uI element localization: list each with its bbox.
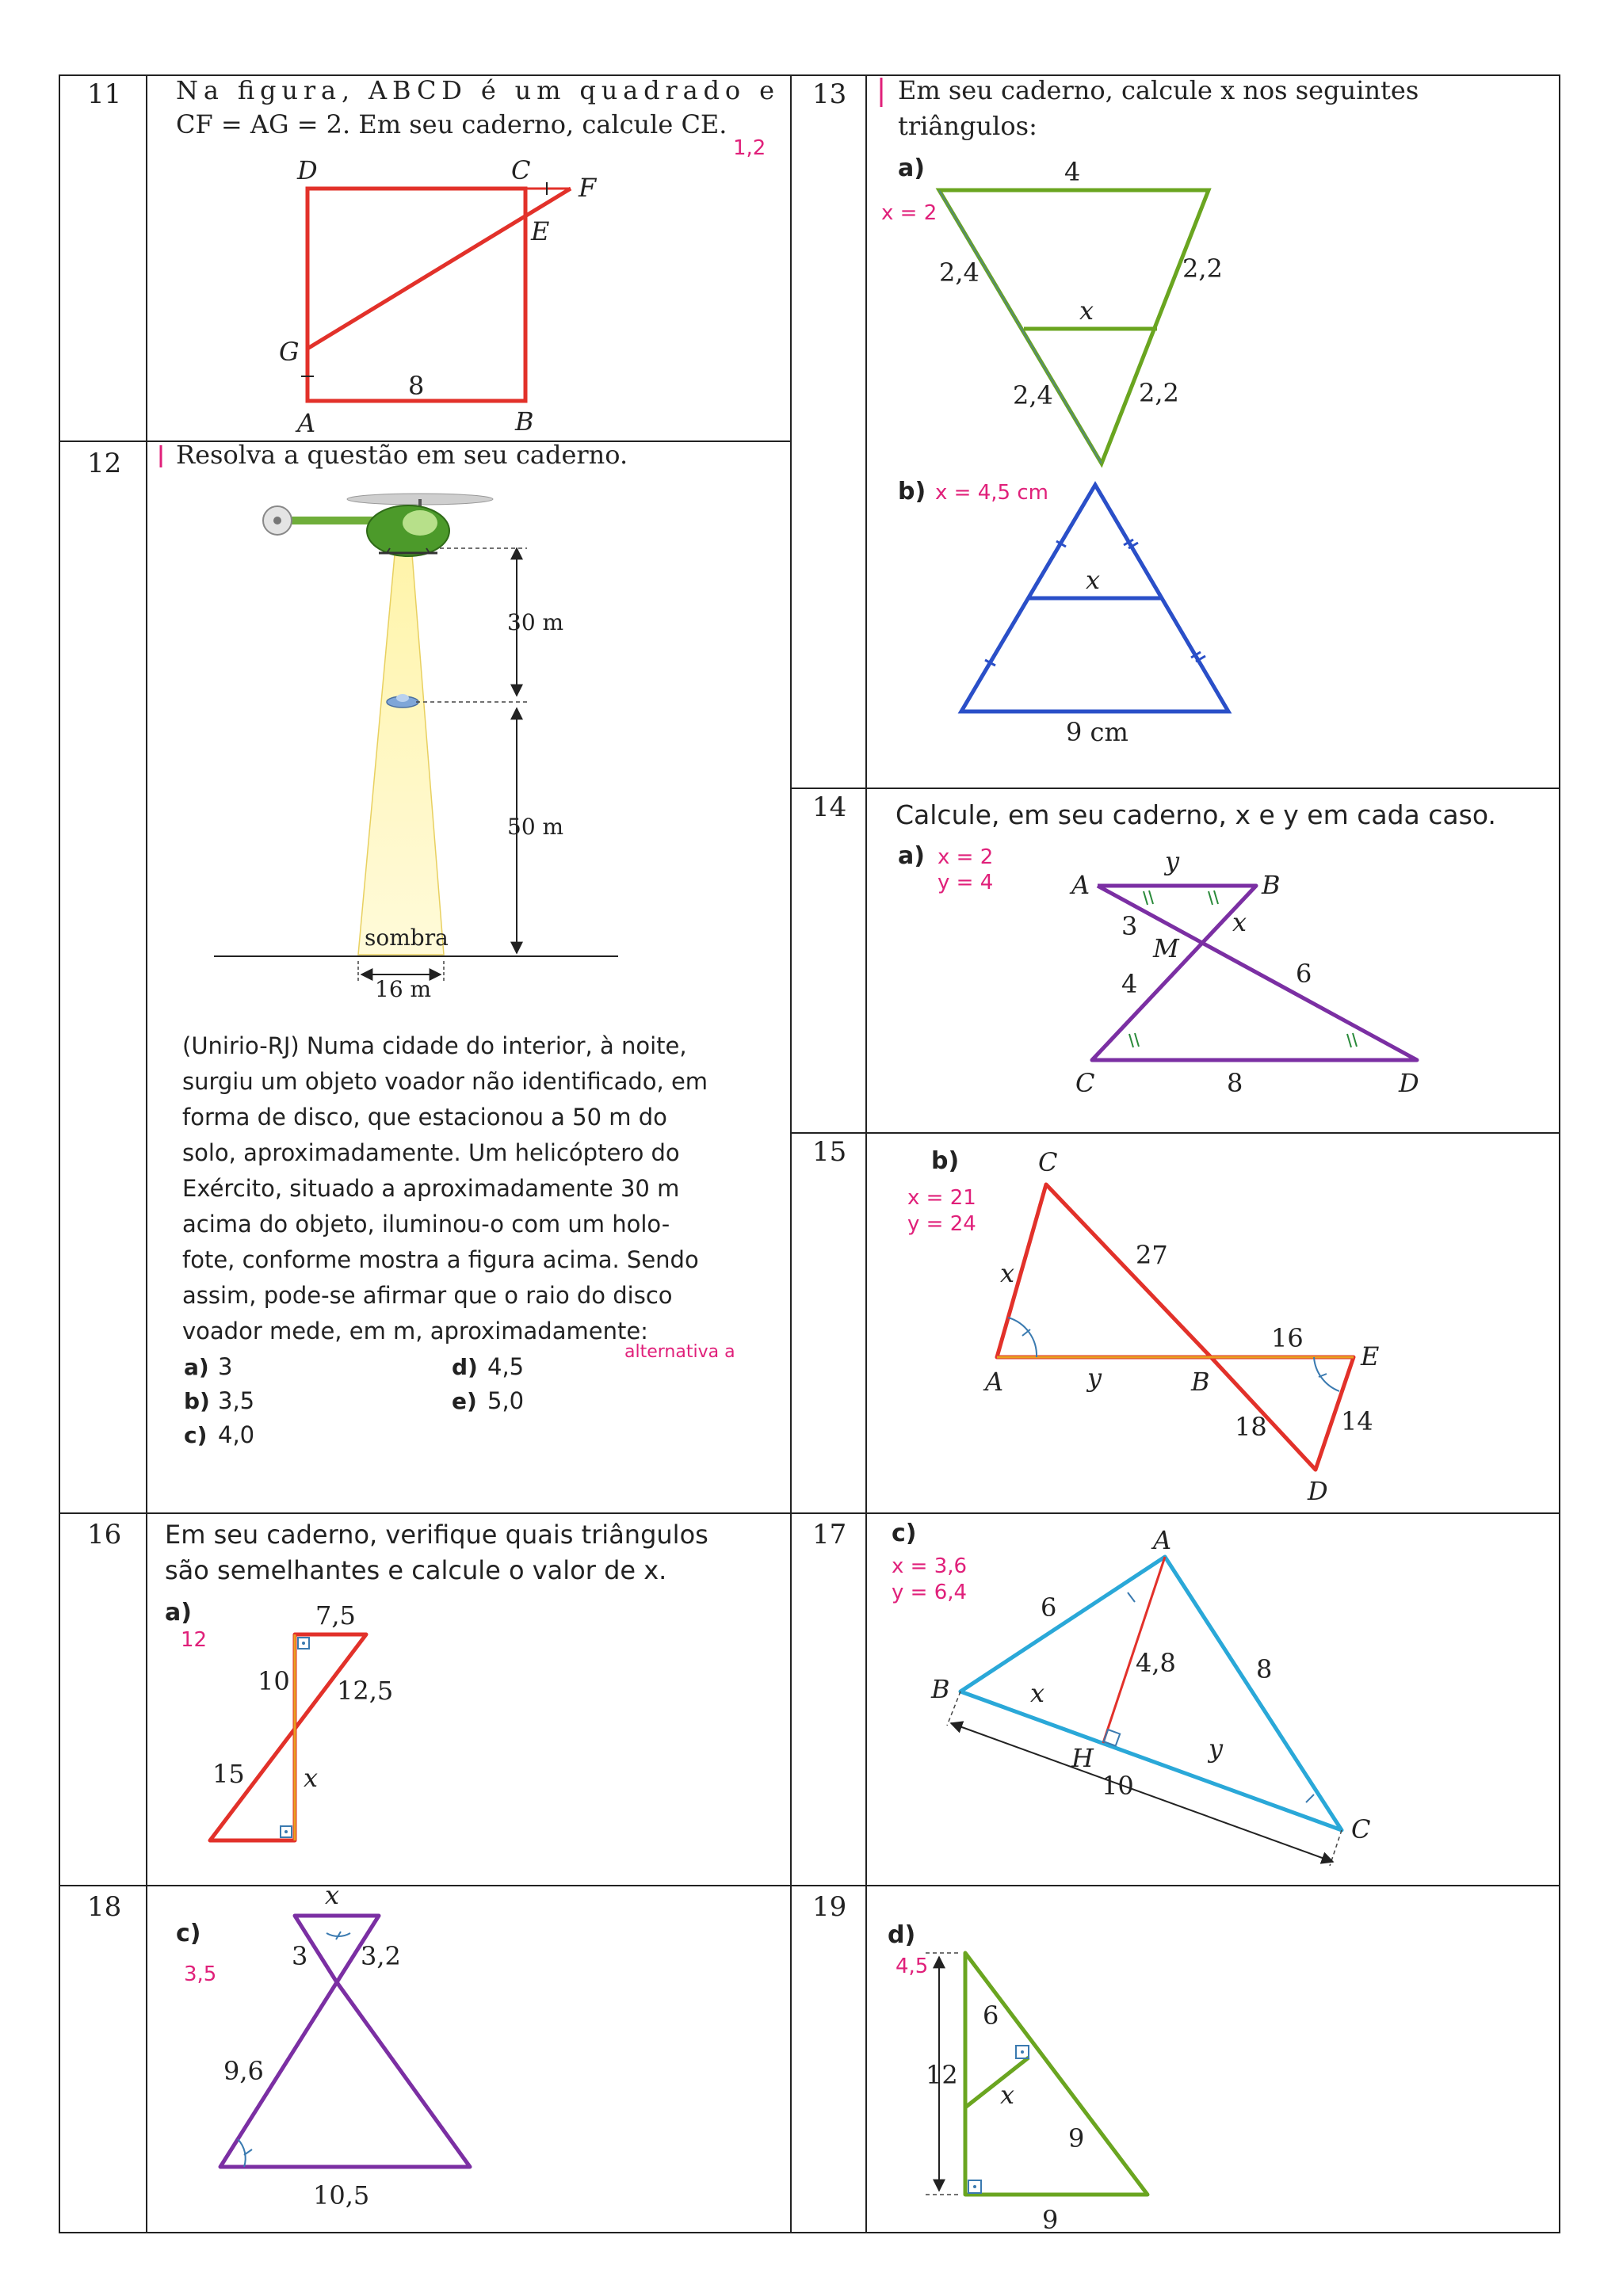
q14a-B: B bbox=[1262, 870, 1281, 900]
q11-label-A: A bbox=[297, 408, 316, 438]
q12-option-d-letter: d) bbox=[452, 1354, 478, 1380]
q17c-figure bbox=[930, 1525, 1370, 1866]
helicopter-figure bbox=[214, 494, 618, 1002]
q13a-triangle bbox=[939, 157, 1223, 463]
q11-square-figure bbox=[279, 155, 598, 438]
q11-label-G: G bbox=[279, 337, 300, 367]
q17c-v48: 4,8 bbox=[1136, 1648, 1176, 1678]
q14a-v8: 8 bbox=[1227, 1068, 1243, 1098]
q18c-letter: c) bbox=[176, 1920, 201, 1947]
q15b-x: x bbox=[1000, 1258, 1015, 1288]
q12-option-d-value: 4,5 bbox=[487, 1353, 525, 1380]
q19d-x: x bbox=[1000, 2080, 1015, 2110]
q13a-top: 4 bbox=[1064, 157, 1081, 187]
q12-option-e-value: 5,0 bbox=[487, 1387, 525, 1414]
q12-text-line: acima do objeto, iluminou-o com um holo- bbox=[182, 1211, 670, 1238]
q16-statement-line2: são semelhantes e calcule o valor de x. bbox=[165, 1555, 667, 1585]
q19d-v9-hyp: 9 bbox=[1068, 2123, 1085, 2153]
q16a-letter: a) bbox=[165, 1599, 192, 1627]
q14-cell bbox=[896, 799, 1496, 1098]
q14a-v3: 3 bbox=[1121, 911, 1138, 941]
q13a-left-upper: 2,4 bbox=[939, 257, 980, 288]
q14a-v4: 4 bbox=[1121, 969, 1138, 999]
q14a-figure bbox=[1069, 846, 1419, 1098]
q15b-v18: 18 bbox=[1235, 1412, 1267, 1442]
q11-label-C: C bbox=[511, 155, 531, 185]
q15b-v14: 14 bbox=[1341, 1406, 1373, 1436]
q18c-figure bbox=[220, 1880, 470, 2210]
q12-text-line: solo, aproximadamente. Um helicóptero do bbox=[182, 1139, 680, 1166]
q13b-letter: b) bbox=[898, 478, 926, 505]
q15b-E: E bbox=[1361, 1341, 1380, 1371]
q12-shadow-width: 16 m bbox=[375, 976, 432, 1002]
q12-option-b-letter: b) bbox=[184, 1388, 210, 1414]
q12-text-line: voador mede, em m, aproximadamente: bbox=[182, 1318, 648, 1344]
q12-option-c-letter: c) bbox=[184, 1422, 208, 1448]
q13a-answer: x = 2 bbox=[881, 201, 938, 225]
q17c-H: H bbox=[1071, 1743, 1094, 1773]
q14a-answer-x: x = 2 bbox=[938, 845, 994, 869]
q16a-v10: 10 bbox=[258, 1666, 290, 1696]
q12-answer: alternativa a bbox=[624, 1342, 735, 1362]
q16a-x: x bbox=[304, 1763, 319, 1793]
q12-instruction: Resolva a questão em seu caderno. bbox=[176, 440, 628, 470]
q13a-right-lower: 2,2 bbox=[1139, 378, 1179, 408]
q13a-x: x bbox=[1079, 296, 1094, 326]
q13-statement-line1: Em seu caderno, calcule x nos seguintes bbox=[898, 75, 1419, 105]
q13b-x: x bbox=[1086, 565, 1101, 595]
q13b-base: 9 cm bbox=[1066, 717, 1128, 747]
q15b-v16: 16 bbox=[1271, 1323, 1304, 1353]
q14a-D: D bbox=[1399, 1068, 1419, 1098]
q16-statement-line1: Em seu caderno, verifique quais triângulos bbox=[165, 1520, 708, 1550]
q17c-v10: 10 bbox=[1102, 1771, 1134, 1801]
q19-number: 19 bbox=[812, 1891, 847, 1923]
q17c-v6: 6 bbox=[1041, 1592, 1057, 1623]
q15b-D: D bbox=[1308, 1476, 1328, 1506]
q17c-A: A bbox=[1153, 1525, 1172, 1555]
q13a-left-lower: 2,4 bbox=[1013, 380, 1053, 410]
q17-number: 17 bbox=[812, 1519, 847, 1550]
q17-cell bbox=[892, 1520, 1370, 1866]
q12-height-30: 30 m bbox=[507, 609, 564, 635]
q13a-letter: a) bbox=[898, 154, 925, 182]
q14-instruction: Calcule, em seu caderno, x e y em cada caso. bbox=[896, 799, 1496, 830]
q15-cell bbox=[907, 1147, 1379, 1506]
q18c-x: x bbox=[325, 1880, 340, 1910]
q15b-y: y bbox=[1087, 1363, 1102, 1393]
q11-statement-line1: Na figura, ABCD é um quadrado e bbox=[176, 75, 774, 105]
q19d-figure bbox=[926, 1953, 1148, 2235]
q12-text-line: Exército, situado a aproximadamente 30 m bbox=[182, 1175, 680, 1202]
q18c-v32: 3,2 bbox=[361, 1941, 401, 1971]
q13b-triangle bbox=[961, 485, 1228, 747]
q14a-M: M bbox=[1153, 933, 1179, 963]
q15-number: 15 bbox=[812, 1136, 847, 1168]
q11-label-D: D bbox=[297, 155, 318, 185]
q13-number: 13 bbox=[812, 78, 847, 110]
q11-side-length: 8 bbox=[408, 371, 425, 401]
q12-options bbox=[184, 1353, 524, 1448]
q12-text-line: (Unirio-RJ) Numa cidade do interior, à noite, bbox=[182, 1032, 687, 1059]
q17c-answer-x: x = 3,6 bbox=[892, 1554, 968, 1578]
q19d-letter: d) bbox=[888, 1921, 916, 1949]
q11-number: 11 bbox=[87, 78, 122, 110]
q19-cell bbox=[888, 1921, 1148, 2235]
q12-text-line: surgiu um objeto voador não identificado, em bbox=[182, 1068, 708, 1095]
q18-cell bbox=[176, 1880, 470, 2210]
q12-option-a-letter: a) bbox=[184, 1354, 209, 1380]
q15b-B: B bbox=[1191, 1367, 1210, 1397]
q15b-answer-x: x = 21 bbox=[907, 1186, 976, 1210]
q12-number: 12 bbox=[87, 448, 122, 479]
q15b-answer-y: y = 24 bbox=[907, 1212, 976, 1236]
q17c-y: y bbox=[1209, 1733, 1224, 1764]
q13-cell bbox=[881, 75, 1419, 747]
q14a-A: A bbox=[1071, 870, 1090, 900]
q16-number: 16 bbox=[87, 1519, 122, 1550]
q15b-A: A bbox=[985, 1367, 1004, 1397]
q12-shadow-label: sombra bbox=[365, 925, 449, 951]
q15b-v27: 27 bbox=[1136, 1240, 1168, 1270]
q15b-figure bbox=[983, 1147, 1379, 1506]
q12-cell bbox=[161, 440, 735, 1448]
q14a-letter: a) bbox=[898, 842, 925, 870]
q19d-answer: 4,5 bbox=[896, 1955, 929, 1978]
q17c-answer-y: y = 6,4 bbox=[892, 1581, 968, 1604]
q11-label-E: E bbox=[531, 216, 550, 246]
q14a-x: x bbox=[1232, 907, 1247, 937]
q12-text-line: fote, conforme mostra a figura acima. Sendo bbox=[182, 1246, 699, 1273]
q16-cell bbox=[165, 1520, 708, 1840]
q13b-answer: x = 4,5 cm bbox=[935, 481, 1048, 505]
q11-cell bbox=[176, 75, 774, 438]
q15b-C: C bbox=[1038, 1147, 1058, 1177]
q11-label-B: B bbox=[515, 406, 534, 437]
q11-answer: 1,2 bbox=[733, 136, 766, 160]
q12-problem-text bbox=[182, 1032, 708, 1344]
q12-option-c-value: 4,0 bbox=[218, 1421, 255, 1448]
q16a-v125: 12,5 bbox=[337, 1676, 394, 1706]
q18c-answer: 3,5 bbox=[184, 1962, 217, 1986]
q18c-v3: 3 bbox=[292, 1941, 308, 1971]
q19d-v12: 12 bbox=[926, 2060, 958, 2090]
q14a-answer-y: y = 4 bbox=[938, 871, 994, 894]
q14a-C: C bbox=[1075, 1068, 1095, 1098]
q12-option-a-value: 3 bbox=[218, 1353, 233, 1380]
q12-text-line: assim, pode-se afirmar que o raio do disco bbox=[182, 1282, 673, 1309]
q17c-v8: 8 bbox=[1256, 1654, 1273, 1684]
q12-option-b-value: 3,5 bbox=[218, 1387, 255, 1414]
q18-number: 18 bbox=[87, 1891, 122, 1923]
q16a-v15: 15 bbox=[212, 1759, 245, 1789]
q15b-letter: b) bbox=[931, 1147, 960, 1175]
q19d-v9-base: 9 bbox=[1042, 2205, 1059, 2235]
q12-height-50: 50 m bbox=[507, 814, 564, 840]
q17c-B: B bbox=[931, 1674, 950, 1704]
q16a-v75: 7,5 bbox=[315, 1600, 356, 1630]
q11-label-F: F bbox=[579, 173, 597, 203]
q17c-C: C bbox=[1351, 1814, 1371, 1844]
q17c-letter: c) bbox=[892, 1520, 917, 1547]
q13-statement-line2: triângulos: bbox=[898, 111, 1037, 141]
q18c-v96: 9,6 bbox=[223, 2056, 264, 2086]
q12-text-line: forma de disco, que estacionou a 50 m do bbox=[182, 1104, 667, 1131]
q14a-y: y bbox=[1165, 846, 1180, 876]
q16a-figure bbox=[210, 1600, 393, 1840]
q13a-right-upper: 2,2 bbox=[1182, 254, 1223, 284]
q17c-x: x bbox=[1030, 1678, 1045, 1708]
q12-option-e-letter: e) bbox=[452, 1388, 477, 1414]
q18c-v105: 10,5 bbox=[313, 2180, 370, 2210]
q11-statement-line2: CF = AG = 2. Em seu caderno, calcule CE. bbox=[176, 109, 727, 139]
q19d-v6: 6 bbox=[983, 2000, 999, 2031]
q14-number: 14 bbox=[812, 791, 847, 823]
q14a-v6: 6 bbox=[1296, 959, 1312, 989]
q16a-answer: 12 bbox=[181, 1628, 208, 1652]
